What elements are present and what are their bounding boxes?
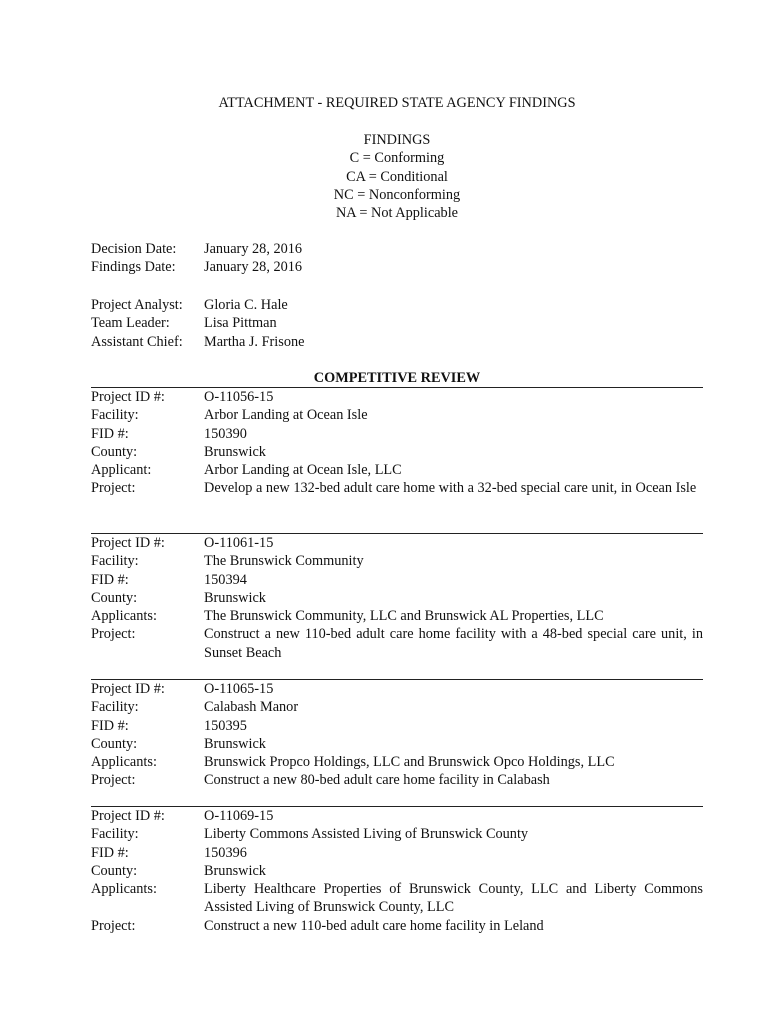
- project-row: [91, 771, 703, 789]
- competitive-review-heading: COMPETITIVE REVIEW: [313, 370, 481, 386]
- project-row: [91, 825, 703, 843]
- project-analyst-row: [91, 296, 304, 314]
- field-value: Gloria C. Hale: [204, 297, 288, 313]
- field-value: 150390: [204, 425, 247, 442]
- field-value: Brunswick: [204, 735, 266, 752]
- field-value: Brunswick: [204, 589, 266, 606]
- project-row: [91, 753, 703, 771]
- field-label: Project ID #:: [91, 389, 165, 405]
- field-label: Facility:: [91, 407, 139, 424]
- findings-heading: FINDINGS: [363, 132, 431, 148]
- field-label: County:: [91, 443, 138, 460]
- project-row: [91, 807, 703, 825]
- project-row: [91, 880, 703, 917]
- field-value: Develop a new 132-bed adult care home with a 32-bed special care unit, in Ocean Isle: [204, 480, 697, 497]
- assistant-chief-row: [91, 333, 304, 351]
- project-row: [91, 425, 703, 443]
- field-value: Arbor Landing at Ocean Isle: [204, 407, 368, 424]
- project-row: [91, 552, 703, 570]
- project-row: [91, 607, 703, 625]
- field-label: FID #:: [91, 717, 129, 734]
- project-row: [91, 862, 703, 880]
- field-value: Construct a new 80-bed adult care home facility in Calabash: [204, 772, 550, 789]
- field-value: January 28, 2016: [204, 259, 303, 276]
- legend-item: NC = Nonconforming: [333, 186, 461, 203]
- decision-date-row: [91, 240, 302, 258]
- field-label: Applicants:: [91, 881, 157, 898]
- staff-section: [91, 296, 304, 351]
- field-label: County:: [91, 735, 138, 752]
- document-title: ATTACHMENT - REQUIRED STATE AGENCY FINDINGS: [218, 95, 576, 111]
- project-row: [91, 406, 703, 424]
- field-value: 150396: [204, 844, 247, 861]
- field-label: Applicant:: [91, 462, 152, 479]
- field-label: Project:: [91, 480, 136, 497]
- field-value: O-11056-15: [204, 389, 274, 405]
- project-block: [91, 806, 703, 935]
- field-value: Liberty Commons Assisted Living of Brunswick County: [204, 826, 529, 843]
- field-value: The Brunswick Community: [204, 553, 364, 570]
- field-value: O-11061-15: [204, 535, 274, 551]
- project-row: [91, 388, 703, 406]
- field-value: Martha J. Frisone: [204, 333, 305, 350]
- field-value: Construct a new 110-bed adult care home facility with a 48-bed special care unit, in Sunset Beach: [204, 626, 703, 661]
- field-label: Findings Date:: [91, 259, 176, 276]
- field-value: Lisa Pittman: [204, 315, 277, 332]
- field-label: FID #:: [91, 571, 129, 588]
- field-value: O-11069-15: [204, 808, 274, 824]
- field-value: Brunswick Propco Holdings, LLC and Brunswick Opco Holdings, LLC: [204, 754, 615, 771]
- field-label: Assistant Chief:: [91, 333, 183, 350]
- field-label: Project:: [91, 917, 136, 934]
- project-block: [91, 387, 703, 498]
- field-label: Facility:: [91, 699, 139, 716]
- project-row: [91, 717, 703, 735]
- project-row: [91, 917, 703, 935]
- field-label: Project:: [91, 626, 136, 643]
- field-value: 150394: [204, 571, 247, 588]
- field-value: Calabash Manor: [204, 699, 299, 716]
- project-row: [91, 589, 703, 607]
- field-label: Facility:: [91, 826, 139, 843]
- field-label: Project Analyst:: [91, 297, 183, 313]
- field-label: Project ID #:: [91, 681, 165, 697]
- field-value: Liberty Healthcare Properties of Brunswick County, LLC and Liberty Commons Assisted Living of Brunswick County, LLC: [204, 881, 703, 916]
- field-value: The Brunswick Community, LLC and Brunswick AL Properties, LLC: [204, 608, 604, 625]
- legend-item: CA = Conditional: [346, 168, 448, 185]
- legend-item: C = Conforming: [349, 150, 445, 167]
- project-row: [91, 735, 703, 753]
- legend-item: NA = Not Applicable: [335, 205, 459, 222]
- field-label: Decision Date:: [91, 241, 177, 257]
- team-leader-row: [91, 314, 304, 332]
- findings-date-row: [91, 258, 302, 276]
- field-value: O-11065-15: [204, 681, 274, 697]
- project-row: [91, 479, 703, 497]
- project-row: [91, 680, 703, 698]
- field-value: Brunswick: [204, 862, 266, 879]
- project-row: [91, 443, 703, 461]
- field-label: FID #:: [91, 844, 129, 861]
- field-label: County:: [91, 862, 138, 879]
- field-label: Project ID #:: [91, 808, 165, 824]
- field-value: Brunswick: [204, 443, 266, 460]
- field-label: County:: [91, 589, 138, 606]
- project-block: [91, 679, 703, 790]
- project-block: [91, 533, 703, 662]
- field-label: Team Leader:: [91, 315, 170, 332]
- dates-section: [91, 240, 302, 277]
- findings-legend: [0, 131, 770, 222]
- project-row: [91, 461, 703, 479]
- project-row: [91, 625, 703, 662]
- field-label: FID #:: [91, 425, 129, 442]
- field-value: January 28, 2016: [204, 241, 303, 257]
- field-label: Project:: [91, 772, 136, 789]
- field-value: Arbor Landing at Ocean Isle, LLC: [204, 462, 402, 479]
- project-row: [91, 571, 703, 589]
- project-row: [91, 534, 703, 552]
- project-row: [91, 698, 703, 716]
- project-row: [91, 844, 703, 862]
- field-value: Construct a new 110-bed adult care home facility in Leland: [204, 917, 544, 934]
- field-value: 150395: [204, 717, 247, 734]
- field-label: Facility:: [91, 553, 139, 570]
- field-label: Project ID #:: [91, 535, 165, 551]
- field-label: Applicants:: [91, 754, 157, 771]
- field-label: Applicants:: [91, 608, 157, 625]
